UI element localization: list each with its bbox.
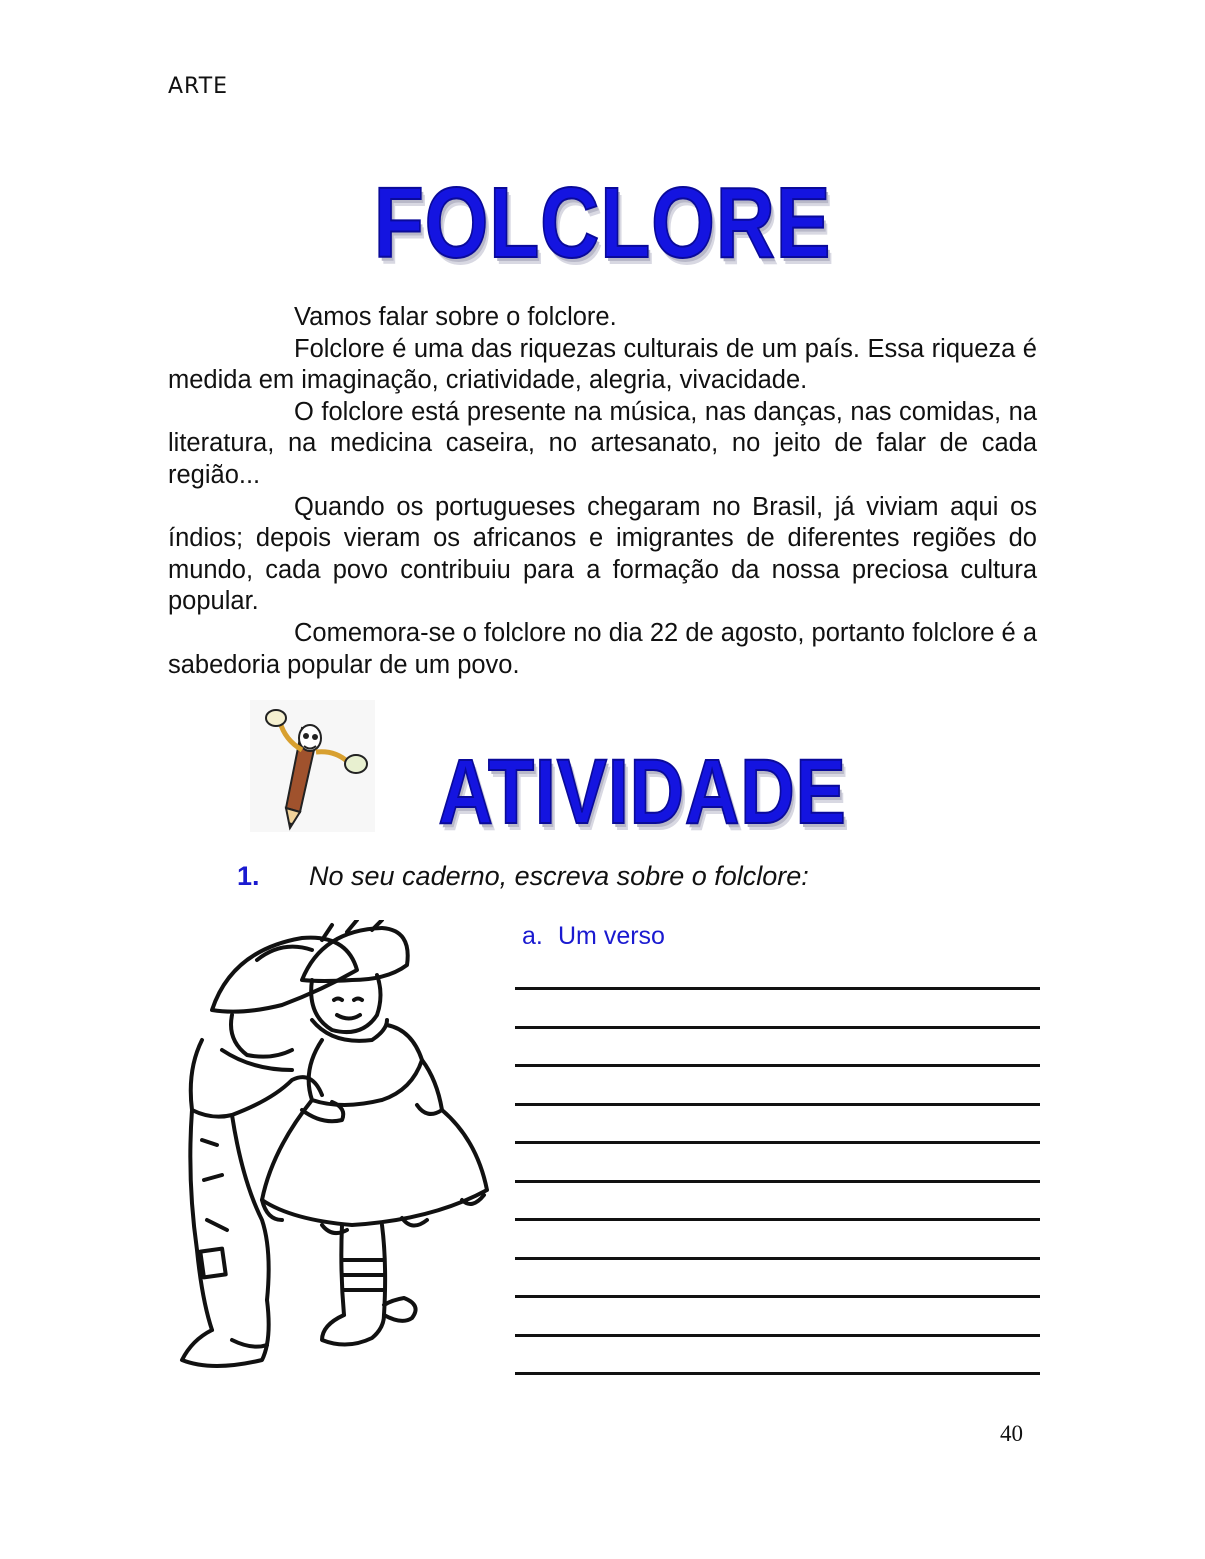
writing-line [515,1026,1040,1029]
writing-lines [515,987,1040,1411]
page-number: 40 [1000,1421,1023,1446]
paragraph: Comemora-se o folclore no dia 22 de agosto, portanto folclore é a sabedoria popular de um povo. [168,618,1037,679]
writing-line [515,1180,1040,1183]
writing-line [515,1257,1040,1260]
writing-line [515,1295,1040,1298]
sub-item-a [522,922,665,951]
page-title: FOLCLORE [373,167,832,279]
paragraph: Folclore é uma das riquezas culturais de um país. Essa riqueza é medida em imaginação, criatividade, alegria, vivacidade. [168,334,1037,395]
writing-line [515,1218,1040,1221]
sub-item-letter: a. [522,922,543,950]
body-text [168,302,1037,681]
writing-line [515,1064,1040,1067]
question-number: 1. [237,861,260,891]
paragraph: O folclore está presente na música, nas danças, nas comidas, na literatura, na medicina caseira, no artesanato, no jeito de falar de cada região... [168,397,1037,489]
header-subject: ARTE [168,74,229,99]
dancing-couple-illustration [172,920,494,1375]
writing-line [515,987,1040,990]
writing-line [515,1103,1040,1106]
paragraph: Quando os portugueses chegaram no Brasil, já viviam aqui os índios; depois vieram os africanos e imigrantes de diferentes regiões do mundo, cada povo contribuiu para a formação da nossa preciosa cultura popular. [168,492,1037,616]
writing-line [515,1372,1040,1375]
sub-item-text: Um verso [558,922,665,950]
paragraph: Vamos falar sobre o folclore. [294,303,617,331]
section-title: ATIVIDADE [438,741,847,843]
question-text: No seu caderno, escreva sobre o folclore: [309,861,809,891]
question-1 [237,858,809,894]
writing-line [515,1334,1040,1337]
writing-line [515,1141,1040,1144]
